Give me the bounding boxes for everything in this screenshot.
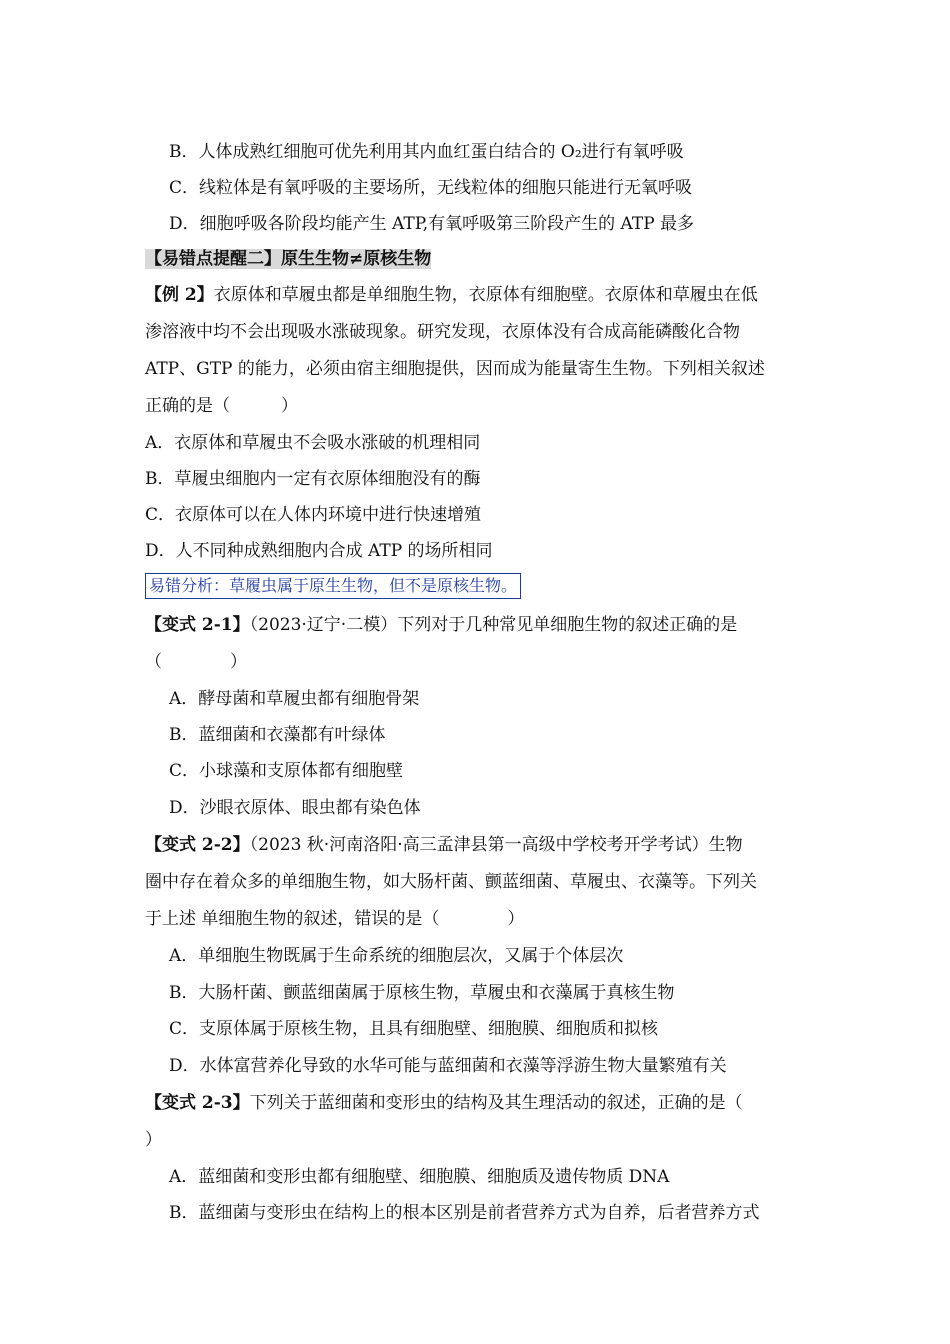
example2-stem-line4: 正确的是（ ） (145, 396, 298, 416)
variant22-option-d: D．水体富营养化导致的水华可能与蓝细菌和衣藻等浮游生物大量繁殖有关 (169, 1056, 727, 1076)
variant21-option-a: A．酵母菌和草履虫都有细胞骨架 (169, 689, 420, 709)
variant21-option-b: B．蓝细菌和衣藻都有叶绿体 (169, 725, 386, 745)
example2-stem-line3: ATP、GTP 的能力，必须由宿主细胞提供，因而成为能量寄生生物。下列相关叙述 (145, 359, 765, 379)
variant22-option-c: C．支原体属于原核生物，且具有细胞壁、细胞膜、细胞质和拟核 (169, 1019, 659, 1039)
variant22-stem-line2: 圈中存在着众多的单细胞生物，如大肠杆菌、颤蓝细菌、草履虫、衣藻等。下列关 (145, 872, 757, 892)
option-c-prev: C．线粒体是有氧呼吸的主要场所，无线粒体的细胞只能进行无氧呼吸 (169, 178, 693, 198)
variant22-option-a: A．单细胞生物既属于生命系统的细胞层次，又属于个体层次 (169, 946, 624, 966)
variant23-label: 【变式 2-3】 (145, 1093, 250, 1113)
example2-option-d: D．人不同种成熟细胞内合成 ATP 的场所相同 (145, 541, 493, 561)
example2-option-c: C．衣原体可以在人体内环境中进行快速增殖 (145, 505, 482, 525)
variant23-stem-text: 下列关于蓝细菌和变形虫的结构及其生理活动的叙述，正确的是（ (249, 1093, 743, 1113)
section-heading (145, 247, 431, 271)
variant23-stem-line1 (145, 1091, 743, 1115)
variant22-stem-text: （2023 秋·河南洛阳·高三孟津县第一高级中学校考开学考试）生物 (249, 835, 743, 855)
variant21-label: 【变式 2-1】 (145, 615, 250, 635)
example2-option-a: A．衣原体和草履虫不会吸水涨破的机理相同 (145, 433, 481, 453)
variant21-option-c: C．小球藻和支原体都有细胞壁 (169, 761, 404, 781)
variant21-option-d: D．沙眼衣原体、眼虫都有染色体 (169, 798, 421, 818)
variant22-stem-line3: 于上述 单细胞生物的叙述，错误的是（ ） (145, 909, 525, 929)
example2-stem-line1 (145, 283, 758, 307)
variant22-stem-line1 (145, 833, 743, 857)
example2-stem-text1: 衣原体和草履虫都是单细胞生物，衣原体有细胞壁。衣原体和草履虫在低 (213, 285, 758, 305)
variant23-option-a: A．蓝细菌和变形虫都有细胞壁、细胞膜、细胞质及遗传物质 DNA (169, 1167, 670, 1187)
variant22-label: 【变式 2-2】 (145, 835, 250, 855)
error-analysis-box: 易错分析：草履虫属于原生生物，但不是原核生物。 (145, 573, 521, 599)
option-b-prev: B．人体成熟红细胞可优先利用其内血红蛋白结合的 O₂进行有氧呼吸 (169, 142, 684, 162)
variant22-option-b: B．大肠杆菌、颤蓝细菌属于原核生物，草履虫和衣藻属于真核生物 (169, 983, 675, 1003)
example2-option-b: B．草履虫细胞内一定有衣原体细胞没有的酶 (145, 469, 481, 489)
variant23-stem-line2: ） (145, 1130, 162, 1150)
variant21-stem-line2: （ ） (145, 652, 247, 672)
example2-stem-line2: 渗溶液中均不会出现吸水涨破现象。研究发现，衣原体没有合成高能磷酸化合物 (145, 322, 740, 342)
variant23-option-b: B．蓝细菌与变形虫在结构上的根本区别是前者营养方式为自养，后者营养方式 (169, 1203, 760, 1223)
option-d-prev: D．细胞呼吸各阶段均能产生 ATP,有氧呼吸第三阶段产生的 ATP 最多 (169, 214, 695, 234)
variant21-stem-line1 (145, 613, 737, 637)
section-heading-text: 【易错点提醒二】原生生物≠原核生物 (145, 249, 432, 269)
variant21-stem-text: （2023·辽宁·二模）下列对于几种常见单细胞生物的叙述正确的是 (249, 615, 738, 635)
example2-label: 【例 2】 (145, 285, 214, 305)
